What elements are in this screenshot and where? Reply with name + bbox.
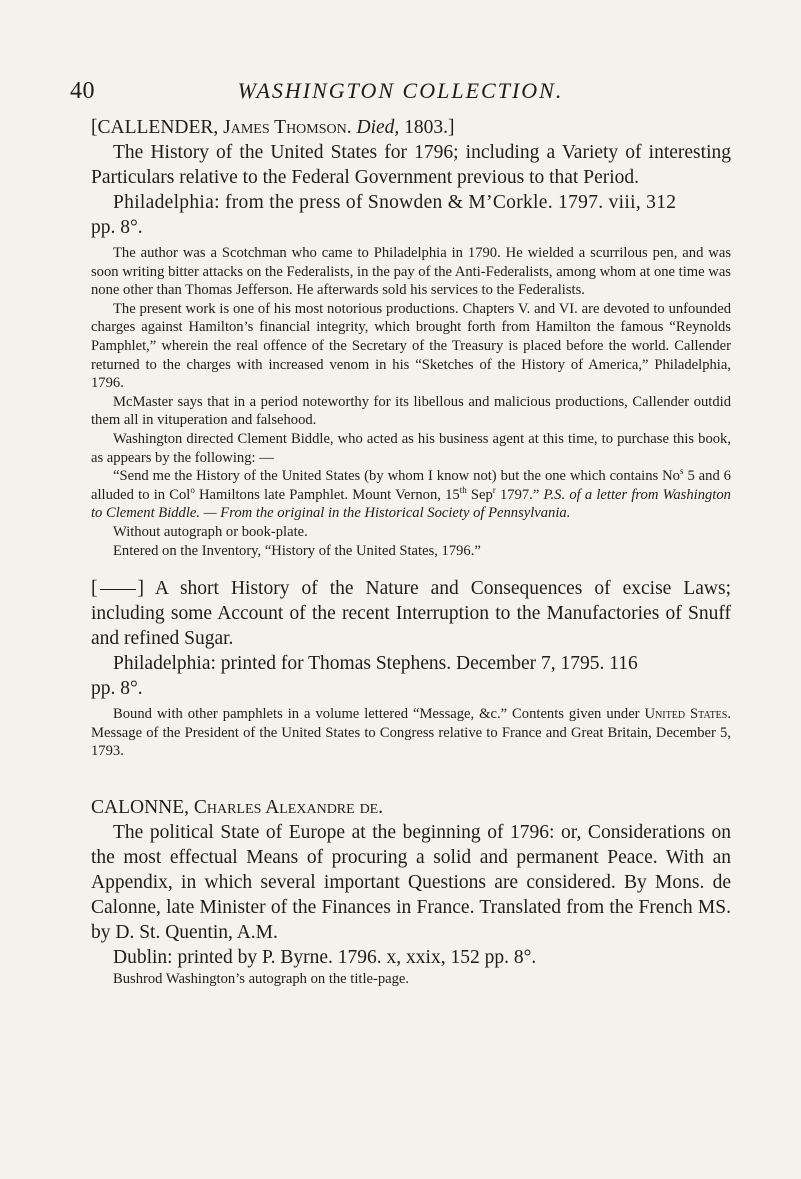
- entry-heading: CALONNE, Charles Alexandre de.: [91, 796, 384, 818]
- author-name: James Thomson.: [223, 117, 352, 138]
- entry-title: The political State of Europe at the beginning of 1796: or, Considerations on the most effectual Means of procuring a solid and permanent Peace. With an Appendix, in which several important Questions are considered. By Mons. de Calonne, late Minister of the Finances in France. Translated from the French MS. by D. St. Quentin, A.M.: [91, 821, 731, 943]
- entry-calonne: [91, 795, 731, 989]
- note-paragraph: Entered on the Inventory, “History of the United States, 1796.”: [113, 542, 481, 559]
- entry-excise-laws: [91, 576, 731, 761]
- entry-imprint: Philadelphia: printed for Thomas Stephens. December 7, 1795. 116: [113, 653, 638, 675]
- entry-imprint: Dublin: printed by P. Byrne. 1796. x, xxix, 152 pp. 8°.: [113, 946, 537, 968]
- note-paragraph: Washington directed Clement Biddle, who acted as his business agent at this time, to purchase this book, as appears by the following: —: [91, 430, 731, 466]
- note-paragraph: The author was a Scotchman who came to Philadelphia in 1790. He wielded a scurrilous pen, and was soon writing bitter attacks on the Federalists, in the pay of the Anti-Federalists, among whom at one time was none other than Thomas Jefferson. He afterwards sold his services to the Federalists.: [91, 245, 731, 299]
- entry-title: The History of the United States for 1796; including a Variety of interesting Particulars relative to the Federal Government previous to that Period.: [91, 142, 731, 188]
- note-paragraph: McMaster says that in a period noteworthy for its libellous and malicious productions, Callender outdid them all in vituperation and falsehood.: [91, 393, 731, 429]
- running-head: WASHINGTON COLLECTION.: [237, 78, 564, 103]
- ditto-dash: [100, 589, 136, 590]
- entry-heading: [CALLENDER, James Thomson. Died, 1803.]: [91, 117, 455, 138]
- note-paragraph: The present work is one of his most notorious productions. Chapters V. and VI. are devoted to unfounded charges against Hamilton’s financial integrity, which brought forth from Hamilton the famous “Reynolds Pamphlet,” wherein the real offence of the Secretary of the Treasury is placed before the world. Callender returned to the charges with increased venom in his “Sketches of the History of America,” Philadelphia, 1796.: [91, 300, 731, 392]
- entry-title: [ ] A short History of the Nature and Consequences of excise Laws; including some Account of the recent Interruption to the Manufactories of Snuff and refined Sugar.: [91, 578, 731, 650]
- quote-source: P.S. of a letter from Washington to Clement Biddle. — From the original in the Historical Society of Pennsylvania.: [91, 486, 731, 522]
- page-header: [0, 78, 801, 108]
- note-paragraph: Bound with other pamphlets in a volume lettered “Message, &c.” Contents given under United States. Message of the President of the United States to Congress relative to France and Great Britain, December 5, 1793.: [91, 706, 732, 760]
- page-body: [91, 115, 731, 988]
- entry-imprint: Philadelphia: from the press of Snowden & M’Corkle. 1797. viii, 312: [113, 192, 677, 213]
- entry-collation: pp. 8°.: [91, 217, 143, 238]
- letter-quote: “Send me the History of the United States (by whom I know not) but the one which contains No$^s$ 5 and 6 alluded to in Col$^o$ Hamiltons late Pamphlet. Mount Vernon, 15th Sep$^r$ 1797.” P.S. of a letter from Washington to Clement Biddle. — From the original in the Historical Society of Pennsylvania.: [91, 466, 731, 522]
- entry-collation: pp. 8°.: [91, 678, 143, 700]
- entry-callender: [91, 115, 731, 560]
- note-paragraph: Without autograph or book-plate.: [113, 523, 308, 540]
- note-paragraph: Bushrod Washington’s autograph on the title-page.: [113, 970, 410, 987]
- author-name: Charles Alexandre de.: [193, 796, 384, 818]
- page-number: 40: [70, 78, 95, 104]
